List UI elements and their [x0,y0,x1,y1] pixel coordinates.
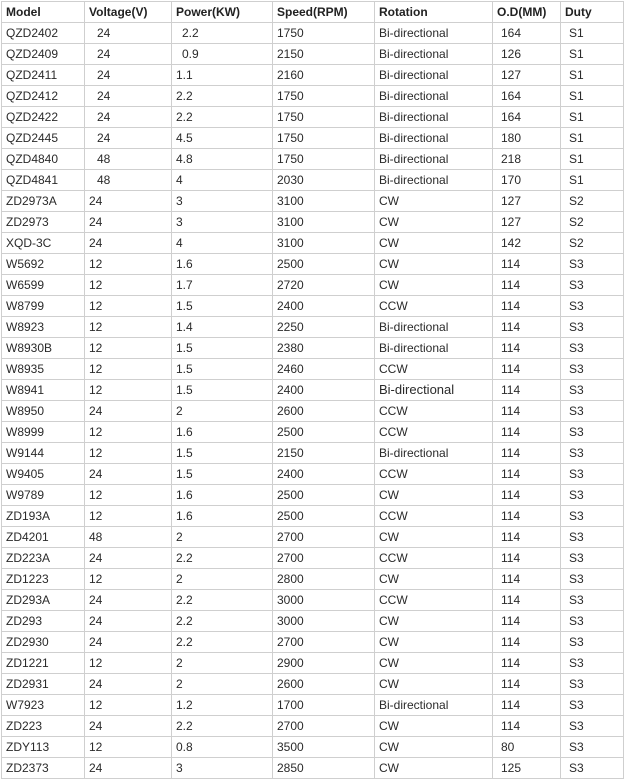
cell-duty: S1 [561,44,624,65]
cell-duty: S3 [561,716,624,737]
table-row [2,254,624,275]
cell-duty: S3 [561,632,624,653]
cell-rotation: CCW [375,401,493,422]
cell-power: 1.6 [172,422,273,443]
cell-duty: S3 [561,485,624,506]
table-row [2,737,624,758]
cell-speed: 2700 [273,716,375,737]
cell-speed: 1700 [273,695,375,716]
table-row [2,569,624,590]
cell-od: 170 [493,170,561,191]
cell-duty: S3 [561,338,624,359]
cell-od: 114 [493,674,561,695]
cell-rotation: CW [375,485,493,506]
cell-speed: 2250 [273,317,375,338]
cell-speed: 2150 [273,44,375,65]
cell-power: 2.2 [172,590,273,611]
cell-od: 114 [493,506,561,527]
cell-rotation: CCW [375,590,493,611]
cell-voltage: 12 [85,317,172,338]
cell-od: 114 [493,611,561,632]
table-row [2,233,624,254]
cell-voltage: 12 [85,338,172,359]
cell-od: 114 [493,275,561,296]
cell-voltage: 24 [85,107,172,128]
cell-model: ZD2973A [2,191,85,212]
cell-model: ZD223A [2,548,85,569]
cell-rotation: CW [375,527,493,548]
cell-model: QZD2409 [2,44,85,65]
header-od: O.D(MM) [493,2,561,23]
cell-power: 1.4 [172,317,273,338]
cell-power: 1.6 [172,254,273,275]
cell-od: 80 [493,737,561,758]
cell-duty: S3 [561,443,624,464]
cell-power: 2.2 [172,632,273,653]
cell-od: 114 [493,653,561,674]
cell-speed: 1750 [273,107,375,128]
cell-model: W6599 [2,275,85,296]
cell-duty: S3 [561,296,624,317]
header-duty: Duty [561,2,624,23]
cell-od: 164 [493,86,561,107]
cell-voltage: 24 [85,401,172,422]
cell-speed: 2400 [273,464,375,485]
cell-model: ZD2930 [2,632,85,653]
table-row [2,611,624,632]
table-row [2,212,624,233]
cell-model: W8941 [2,380,85,401]
cell-od: 142 [493,233,561,254]
cell-voltage: 48 [85,170,172,191]
cell-model: W8999 [2,422,85,443]
cell-speed: 2600 [273,401,375,422]
cell-voltage: 24 [85,716,172,737]
cell-rotation: CCW [375,359,493,380]
cell-model: ZD223 [2,716,85,737]
cell-duty: S1 [561,65,624,86]
cell-od: 114 [493,632,561,653]
cell-od: 164 [493,23,561,44]
cell-speed: 2900 [273,653,375,674]
cell-speed: 1750 [273,149,375,170]
table-row [2,86,624,107]
cell-voltage: 12 [85,653,172,674]
cell-speed: 3500 [273,737,375,758]
cell-power: 2.2 [172,716,273,737]
cell-model: ZD1221 [2,653,85,674]
cell-duty: S3 [561,548,624,569]
cell-rotation: CW [375,737,493,758]
cell-model: W8950 [2,401,85,422]
cell-rotation: Bi-directional [375,86,493,107]
cell-rotation: Bi-directional [375,65,493,86]
cell-rotation: Bi-directional [375,380,493,401]
cell-od: 114 [493,359,561,380]
cell-model: QZD2445 [2,128,85,149]
cell-model: W9144 [2,443,85,464]
cell-power: 4.5 [172,128,273,149]
cell-voltage: 24 [85,674,172,695]
cell-od: 114 [493,401,561,422]
table-row [2,44,624,65]
cell-rotation: Bi-directional [375,23,493,44]
cell-duty: S3 [561,737,624,758]
cell-od: 114 [493,254,561,275]
cell-voltage: 12 [85,695,172,716]
cell-voltage: 48 [85,527,172,548]
cell-power: 2 [172,569,273,590]
table-row [2,716,624,737]
table-row [2,317,624,338]
header-rotation: Rotation [375,2,493,23]
cell-speed: 2500 [273,485,375,506]
cell-voltage: 24 [85,632,172,653]
cell-model: QZD2402 [2,23,85,44]
cell-voltage: 12 [85,506,172,527]
cell-power: 1.5 [172,296,273,317]
cell-duty: S1 [561,107,624,128]
table-row [2,485,624,506]
cell-voltage: 12 [85,275,172,296]
cell-duty: S3 [561,569,624,590]
cell-duty: S3 [561,422,624,443]
cell-rotation: Bi-directional [375,170,493,191]
cell-od: 218 [493,149,561,170]
cell-speed: 1750 [273,86,375,107]
cell-rotation: CW [375,233,493,254]
cell-voltage: 12 [85,296,172,317]
cell-od: 114 [493,716,561,737]
cell-speed: 2500 [273,254,375,275]
cell-rotation: CW [375,212,493,233]
cell-model: QZD4841 [2,170,85,191]
cell-rotation: Bi-directional [375,128,493,149]
cell-power: 3 [172,212,273,233]
table-row [2,191,624,212]
cell-model: W8799 [2,296,85,317]
cell-duty: S3 [561,611,624,632]
cell-rotation: CW [375,569,493,590]
cell-model: XQD-3C [2,233,85,254]
cell-rotation: CW [375,611,493,632]
cell-power: 1.5 [172,464,273,485]
cell-duty: S3 [561,758,624,779]
cell-rotation: Bi-directional [375,317,493,338]
cell-power: 2 [172,653,273,674]
cell-duty: S3 [561,464,624,485]
cell-model: W5692 [2,254,85,275]
cell-od: 180 [493,128,561,149]
table-row [2,128,624,149]
cell-od: 114 [493,485,561,506]
cell-od: 114 [493,422,561,443]
cell-voltage: 24 [85,191,172,212]
cell-voltage: 12 [85,254,172,275]
cell-model: ZDY113 [2,737,85,758]
cell-speed: 3100 [273,233,375,254]
cell-rotation: Bi-directional [375,695,493,716]
cell-model: ZD2931 [2,674,85,695]
cell-speed: 2460 [273,359,375,380]
cell-voltage: 12 [85,485,172,506]
cell-power: 2.2 [172,611,273,632]
cell-model: W9789 [2,485,85,506]
cell-rotation: Bi-directional [375,338,493,359]
cell-speed: 2600 [273,674,375,695]
table-row [2,548,624,569]
cell-od: 114 [493,527,561,548]
cell-power: 2.2 [172,548,273,569]
table-row [2,401,624,422]
cell-model: W8923 [2,317,85,338]
cell-voltage: 24 [85,233,172,254]
header-voltage: Voltage(V) [85,2,172,23]
cell-od: 125 [493,758,561,779]
cell-voltage: 12 [85,737,172,758]
table-row [2,275,624,296]
table-row [2,380,624,401]
cell-od: 127 [493,212,561,233]
cell-rotation: CW [375,758,493,779]
cell-speed: 2700 [273,548,375,569]
cell-speed: 2030 [273,170,375,191]
cell-od: 114 [493,317,561,338]
cell-power: 2 [172,401,273,422]
cell-power: 4 [172,170,273,191]
cell-voltage: 24 [85,758,172,779]
cell-speed: 2160 [273,65,375,86]
table-row [2,464,624,485]
cell-speed: 2150 [273,443,375,464]
cell-speed: 2400 [273,380,375,401]
cell-duty: S1 [561,128,624,149]
cell-rotation: Bi-directional [375,107,493,128]
cell-speed: 2720 [273,275,375,296]
cell-power: 1.6 [172,485,273,506]
cell-power: 2.2 [172,107,273,128]
table-row [2,359,624,380]
cell-speed: 2380 [273,338,375,359]
cell-od: 114 [493,569,561,590]
cell-power: 1.5 [172,380,273,401]
cell-model: QZD2412 [2,86,85,107]
cell-od: 114 [493,296,561,317]
cell-speed: 1750 [273,128,375,149]
cell-model: ZD193A [2,506,85,527]
cell-rotation: CCW [375,506,493,527]
table-row [2,422,624,443]
header-model: Model [2,2,85,23]
cell-rotation: CW [375,716,493,737]
cell-voltage: 24 [85,611,172,632]
cell-speed: 2800 [273,569,375,590]
cell-duty: S1 [561,170,624,191]
cell-rotation: CCW [375,548,493,569]
cell-speed: 2850 [273,758,375,779]
cell-voltage: 12 [85,359,172,380]
cell-speed: 2700 [273,527,375,548]
cell-power: 1.5 [172,443,273,464]
cell-rotation: CW [375,653,493,674]
cell-power: 1.1 [172,65,273,86]
cell-voltage: 12 [85,422,172,443]
table-row [2,590,624,611]
cell-duty: S3 [561,695,624,716]
cell-speed: 1750 [273,23,375,44]
cell-voltage: 24 [85,65,172,86]
cell-duty: S3 [561,653,624,674]
cell-duty: S3 [561,674,624,695]
cell-duty: S1 [561,149,624,170]
table-row [2,107,624,128]
cell-rotation: Bi-directional [375,44,493,65]
cell-od: 114 [493,695,561,716]
cell-power: 4.8 [172,149,273,170]
cell-voltage: 12 [85,380,172,401]
cell-rotation: CW [375,632,493,653]
cell-power: 1.7 [172,275,273,296]
table-row [2,758,624,779]
cell-duty: S2 [561,233,624,254]
table-row [2,23,624,44]
cell-voltage: 24 [85,548,172,569]
cell-voltage: 24 [85,590,172,611]
cell-power: 4 [172,233,273,254]
cell-rotation: CW [375,275,493,296]
cell-voltage: 12 [85,569,172,590]
table-row [2,65,624,86]
cell-voltage: 24 [85,212,172,233]
cell-speed: 3100 [273,212,375,233]
cell-od: 114 [493,464,561,485]
cell-od: 114 [493,380,561,401]
cell-model: W7923 [2,695,85,716]
motor-spec-table [1,1,624,779]
cell-speed: 2500 [273,422,375,443]
table-body [2,23,624,779]
cell-model: ZD2373 [2,758,85,779]
table-row [2,506,624,527]
cell-voltage: 48 [85,149,172,170]
cell-duty: S1 [561,23,624,44]
cell-duty: S3 [561,359,624,380]
cell-od: 127 [493,65,561,86]
cell-rotation: CCW [375,422,493,443]
cell-model: ZD293A [2,590,85,611]
cell-speed: 2700 [273,632,375,653]
cell-power: 2.2 [172,86,273,107]
table-row [2,653,624,674]
cell-model: W9405 [2,464,85,485]
cell-speed: 3000 [273,611,375,632]
cell-power: 3 [172,191,273,212]
cell-model: QZD2411 [2,65,85,86]
cell-power: 1.2 [172,695,273,716]
cell-od: 114 [493,443,561,464]
cell-rotation: CCW [375,464,493,485]
cell-duty: S3 [561,527,624,548]
cell-power: 1.5 [172,338,273,359]
cell-speed: 3100 [273,191,375,212]
cell-od: 114 [493,548,561,569]
cell-power: 0.9 [172,44,273,65]
cell-voltage: 12 [85,443,172,464]
cell-voltage: 24 [85,128,172,149]
table-row [2,338,624,359]
cell-power: 2 [172,674,273,695]
table-row [2,443,624,464]
cell-power: 0.8 [172,737,273,758]
cell-model: ZD2973 [2,212,85,233]
cell-od: 127 [493,191,561,212]
cell-duty: S3 [561,254,624,275]
cell-od: 114 [493,338,561,359]
cell-voltage: 24 [85,464,172,485]
cell-model: ZD1223 [2,569,85,590]
cell-duty: S3 [561,380,624,401]
cell-power: 1.6 [172,506,273,527]
cell-model: ZD293 [2,611,85,632]
cell-power: 1.5 [172,359,273,380]
cell-voltage: 24 [85,44,172,65]
cell-rotation: CW [375,254,493,275]
table-row [2,527,624,548]
table-row [2,674,624,695]
cell-duty: S3 [561,401,624,422]
cell-model: QZD2422 [2,107,85,128]
cell-rotation: CW [375,191,493,212]
cell-duty: S1 [561,86,624,107]
cell-power: 2 [172,527,273,548]
header-speed: Speed(RPM) [273,2,375,23]
cell-duty: S3 [561,275,624,296]
cell-rotation: Bi-directional [375,149,493,170]
table-row [2,695,624,716]
cell-power: 3 [172,758,273,779]
cell-model: QZD4840 [2,149,85,170]
cell-od: 126 [493,44,561,65]
cell-model: W8930B [2,338,85,359]
table-row [2,296,624,317]
cell-duty: S2 [561,212,624,233]
table-row [2,632,624,653]
cell-speed: 2400 [273,296,375,317]
cell-duty: S3 [561,317,624,338]
cell-speed: 3000 [273,590,375,611]
cell-od: 164 [493,107,561,128]
cell-model: ZD4201 [2,527,85,548]
cell-duty: S3 [561,506,624,527]
cell-rotation: Bi-directional [375,443,493,464]
cell-duty: S3 [561,590,624,611]
cell-duty: S2 [561,191,624,212]
cell-voltage: 24 [85,86,172,107]
cell-od: 114 [493,590,561,611]
table-row [2,149,624,170]
cell-speed: 2500 [273,506,375,527]
cell-rotation: CW [375,674,493,695]
cell-model: W8935 [2,359,85,380]
cell-rotation: CCW [375,296,493,317]
cell-power: 2.2 [172,23,273,44]
cell-voltage: 24 [85,23,172,44]
header-power: Power(KW) [172,2,273,23]
table-row [2,170,624,191]
table-header-row [2,2,624,23]
